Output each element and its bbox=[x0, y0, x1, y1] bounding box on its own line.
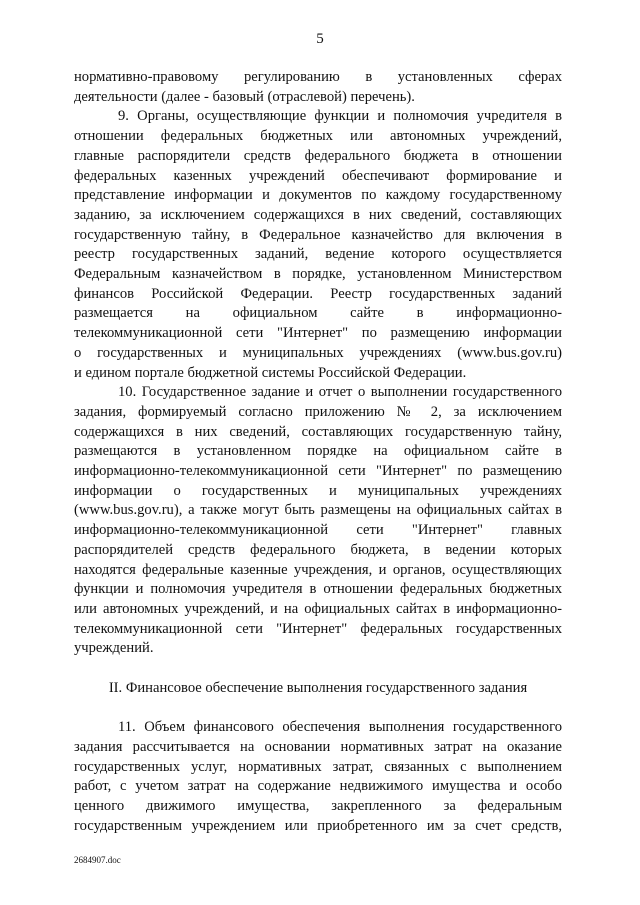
text-line: информации о государственных и муниципальных учреждениях bbox=[74, 482, 562, 499]
text-line: размещаются в установленном порядке на официальном сайте в bbox=[74, 443, 562, 460]
text-line: информационно-телекоммуникационной сети "Интернет" по размещению bbox=[74, 463, 562, 480]
spacer bbox=[74, 659, 562, 679]
text-line: государственным учреждением или приобретенного им за счет средств, bbox=[74, 817, 562, 834]
document-body bbox=[74, 68, 562, 836]
text-line: размещается на официальном сайте в информационно- bbox=[74, 305, 562, 322]
paragraph-10 bbox=[74, 383, 562, 659]
text-line: главные распорядители средств федерального бюджета в отношении bbox=[74, 147, 562, 164]
text-line: содержащихся в них сведений, составляющих государственную тайну, bbox=[74, 423, 562, 440]
text-line: ценного движимого имущества, закрепленного за федеральным bbox=[74, 797, 562, 814]
text-line: федеральных казенных учреждений обеспечивают формирование и bbox=[74, 167, 562, 184]
paragraph-9 bbox=[74, 107, 562, 383]
footer-document-code: 2684907.doc bbox=[74, 855, 121, 865]
text-line: находятся федеральные казенные учреждения, и органов, осуществляющих bbox=[74, 561, 562, 578]
text-line: о государственных и муниципальных учреждениях (www.bus.gov.ru) bbox=[74, 344, 562, 361]
text-line: Федеральным казначейством в порядке, установленном Министерством bbox=[74, 266, 562, 283]
text-line: и едином портале бюджетной системы Российской Федерации. bbox=[74, 364, 467, 381]
text-line: распорядителей средств федерального бюджета, в ведении которых bbox=[74, 541, 562, 558]
text-line: телекоммуникационной сети "Интернет" федеральных государственных bbox=[74, 620, 562, 637]
text-line: заданию, за исключением содержащихся в них сведений, составляющих bbox=[74, 206, 562, 223]
text-line: или автономных учреждений, и на официальных сайтах в информационно- bbox=[74, 600, 562, 617]
text-line: 11. Объем финансового обеспечения выполнения государственного bbox=[118, 719, 562, 736]
text-line: нормативно-правовому регулированию в установленных сферах bbox=[74, 69, 562, 85]
text-line: задания рассчитывается на основании нормативных затрат на оказание bbox=[74, 738, 562, 755]
text-line: 10. Государственное задание и отчет о выполнении государственного bbox=[118, 384, 562, 401]
text-line: (www.bus.gov.ru), а также могут быть размещены на официальных сайтах в bbox=[74, 502, 562, 519]
text-line: функции и полномочия учредителя в отношении федеральных бюджетных bbox=[74, 581, 562, 598]
text-line: государственных услуг, нормативных затрат, связанных с выполнением bbox=[74, 758, 562, 775]
section-heading: II. Финансовое обеспечение выполнения государственного задания bbox=[108, 679, 528, 696]
paragraph-continuation bbox=[74, 68, 562, 107]
text-line: реестр государственных заданий, ведение которого осуществляется bbox=[74, 246, 562, 263]
spacer bbox=[74, 698, 562, 718]
text-line: финансов Российской Федерации. Реестр государственных заданий bbox=[74, 285, 562, 302]
text-line: задания, формируемый согласно приложению № 2, за исключением bbox=[74, 403, 562, 420]
text-line: работ, с учетом затрат на содержание недвижимого имущества и особо bbox=[74, 778, 562, 795]
paragraph-11 bbox=[74, 718, 562, 836]
text-line: государственную тайну, в Федеральное казначейство для включения в bbox=[74, 226, 562, 243]
text-line: 9. Органы, осуществляющие функции и полномочия учредителя в bbox=[118, 108, 562, 125]
text-line: телекоммуникационной сети "Интернет" по размещению информации bbox=[74, 325, 562, 342]
text-line: учреждений. bbox=[74, 640, 154, 657]
text-line: представление информации и документов по каждому государственному bbox=[74, 187, 562, 204]
page-number: 5 bbox=[316, 31, 324, 47]
text-line: информационно-телекоммуникационной сети "Интернет" главных bbox=[74, 522, 562, 539]
text-line: отношении федеральных бюджетных или автономных учреждений, bbox=[74, 128, 562, 145]
text-line: деятельности (далее - базовый (отраслевой) перечень). bbox=[74, 88, 415, 105]
